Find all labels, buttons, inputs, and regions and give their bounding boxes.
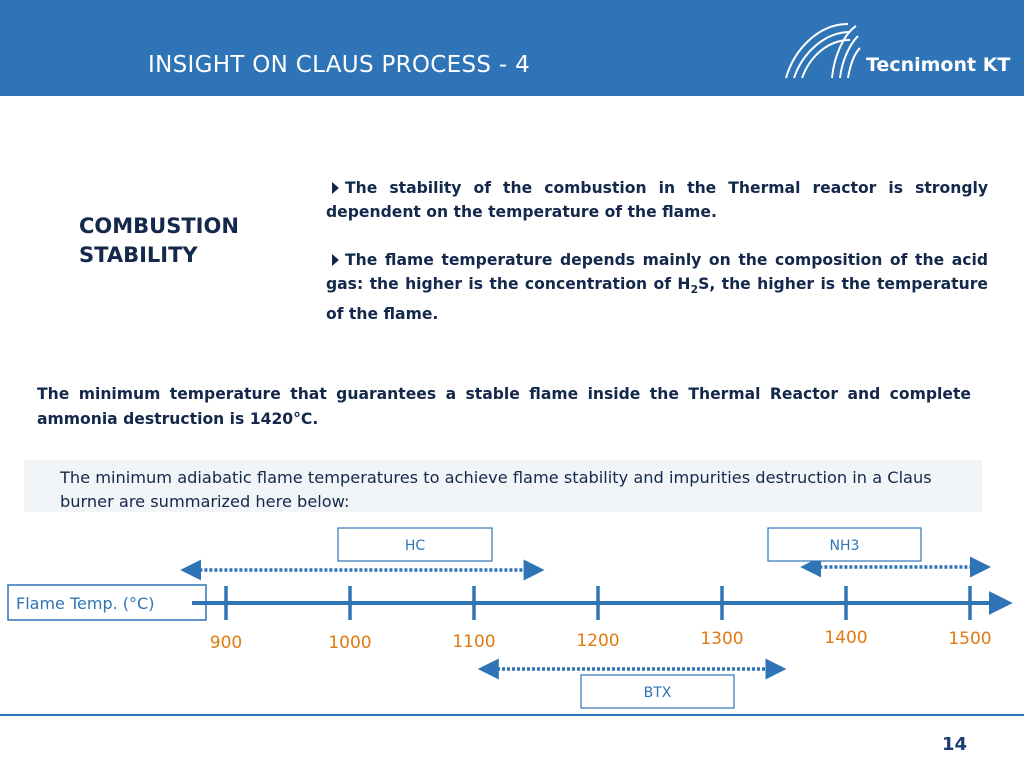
page-title: INSIGHT ON CLAUS PROCESS - 4	[148, 52, 531, 78]
bullet-2-text-pre: The flame temperature depends mainly on the composition of the acid gas: the higher is the concentration of H	[326, 251, 988, 293]
section-title-line2: STABILITY	[79, 243, 198, 267]
bullet-2-text-post: S, the higher is the temperature of the flame.	[326, 275, 988, 324]
section-title-line1: COMBUSTION	[79, 214, 239, 238]
tick-label: 1100	[452, 632, 496, 652]
bullet-flame-temperature	[326, 248, 988, 326]
minimum-temperature-statement: The minimum temperature that guarantees a stable flame inside the Thermal Reactor and complete ammonia destruction is 1420°C.	[37, 385, 971, 428]
range-label: HC	[404, 538, 426, 554]
page-number: 14	[942, 734, 968, 755]
tick-label: 1300	[700, 629, 744, 649]
header-bar	[0, 0, 1024, 96]
bullet-2-subscript: 2	[690, 283, 699, 297]
range-hc	[184, 528, 540, 570]
tick-label: 1400	[824, 628, 868, 648]
range-label: NH3	[829, 538, 860, 554]
tick-label: 900	[209, 633, 243, 653]
bullet-1-text: The stability of the combustion in the Thermal reactor is strongly dependent on the temperature of the flame.	[326, 179, 988, 221]
range-btx	[482, 669, 782, 708]
tick-label: 1000	[328, 633, 372, 653]
logo-text: Tecnimont KT	[866, 54, 1011, 76]
tick-marks	[210, 586, 992, 653]
bullet-arrow-icon	[332, 254, 339, 266]
footer-divider	[0, 714, 1024, 716]
summary-text: The minimum adiabatic flame temperatures to achieve flame stability and impurities destruction in a Claus burner are summarized here below:	[60, 468, 932, 511]
range-nh3	[768, 528, 987, 567]
tick-label: 1200	[576, 631, 620, 651]
bullet-arrow-icon	[332, 182, 339, 194]
section-title	[79, 212, 299, 270]
axis-label: Flame Temp. (°C)	[16, 594, 155, 613]
flame-temperature-diagram	[0, 520, 1024, 720]
range-label: BTX	[643, 685, 672, 701]
temperature-axis	[8, 585, 1008, 620]
tick-label: 1500	[948, 629, 992, 649]
bullet-combustion-stability	[326, 176, 988, 224]
range-arrows	[184, 528, 986, 708]
